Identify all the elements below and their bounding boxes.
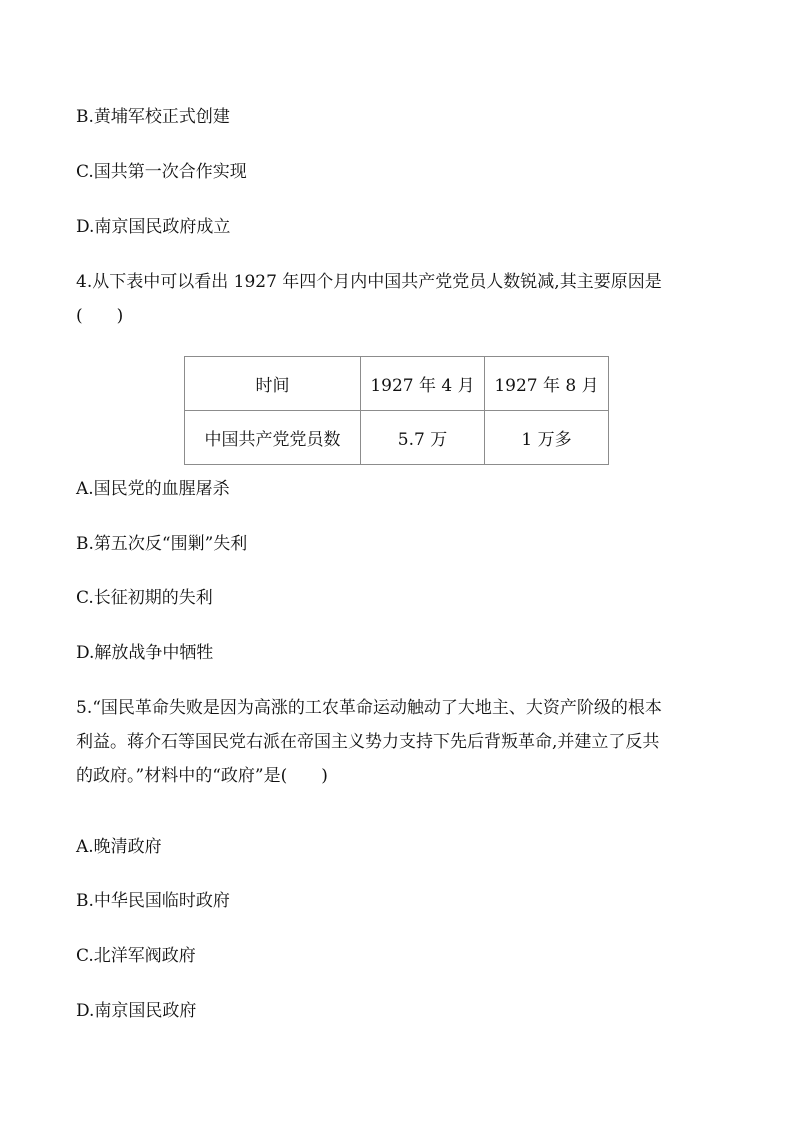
q5-option-c: C.北洋军阀政府 <box>76 946 196 966</box>
q5-option-d: D.南京国民政府 <box>76 1001 197 1021</box>
table-header-cell: 1927 年 4 月 <box>361 357 485 411</box>
party-membership-table <box>184 356 609 465</box>
table-cell: 5.7 万 <box>361 411 485 465</box>
q5-stem <box>76 691 718 793</box>
q5-stem-line1: 5.“国民革命失败是因为高涨的工农革命运动触动了大地主、大资产阶级的根本 <box>76 698 662 718</box>
q3-option-c: C.国共第一次合作实现 <box>76 162 247 182</box>
q5-stem-line2: 利益。蒋介石等国民党右派在帝国主义势力支持下先后背叛革命,并建立了反共 <box>76 732 660 752</box>
q3-option-b: B.黄埔军校正式创建 <box>76 107 230 127</box>
q5-option-b: B.中华民国临时政府 <box>76 891 230 911</box>
q4-option-a: A.国民党的血腥屠杀 <box>76 479 230 499</box>
table-row <box>185 411 609 465</box>
q5-stem-line3: 的政府。”材料中的“政府”是( ) <box>76 766 328 786</box>
q4-stem <box>76 265 718 333</box>
q4-option-c: C.长征初期的失利 <box>76 588 213 608</box>
q3-option-d: D.南京国民政府成立 <box>76 217 231 237</box>
table-cell: 中国共产党党员数 <box>185 411 361 465</box>
q4-stem-line1: 4.从下表中可以看出 1927 年四个月内中国共产党党员人数锐减,其主要原因是 <box>76 272 662 292</box>
table-cell: 1 万多 <box>485 411 609 465</box>
table-header-cell: 1927 年 8 月 <box>485 357 609 411</box>
q4-stem-line2: ( ) <box>76 306 124 326</box>
table-header-cell: 时间 <box>185 357 361 411</box>
q5-option-a: A.晚清政府 <box>76 837 162 857</box>
table-header-row <box>185 357 609 411</box>
q4-option-b: B.第五次反“围剿”失利 <box>76 534 248 554</box>
q4-option-d: D.解放战争中牺牲 <box>76 643 214 663</box>
